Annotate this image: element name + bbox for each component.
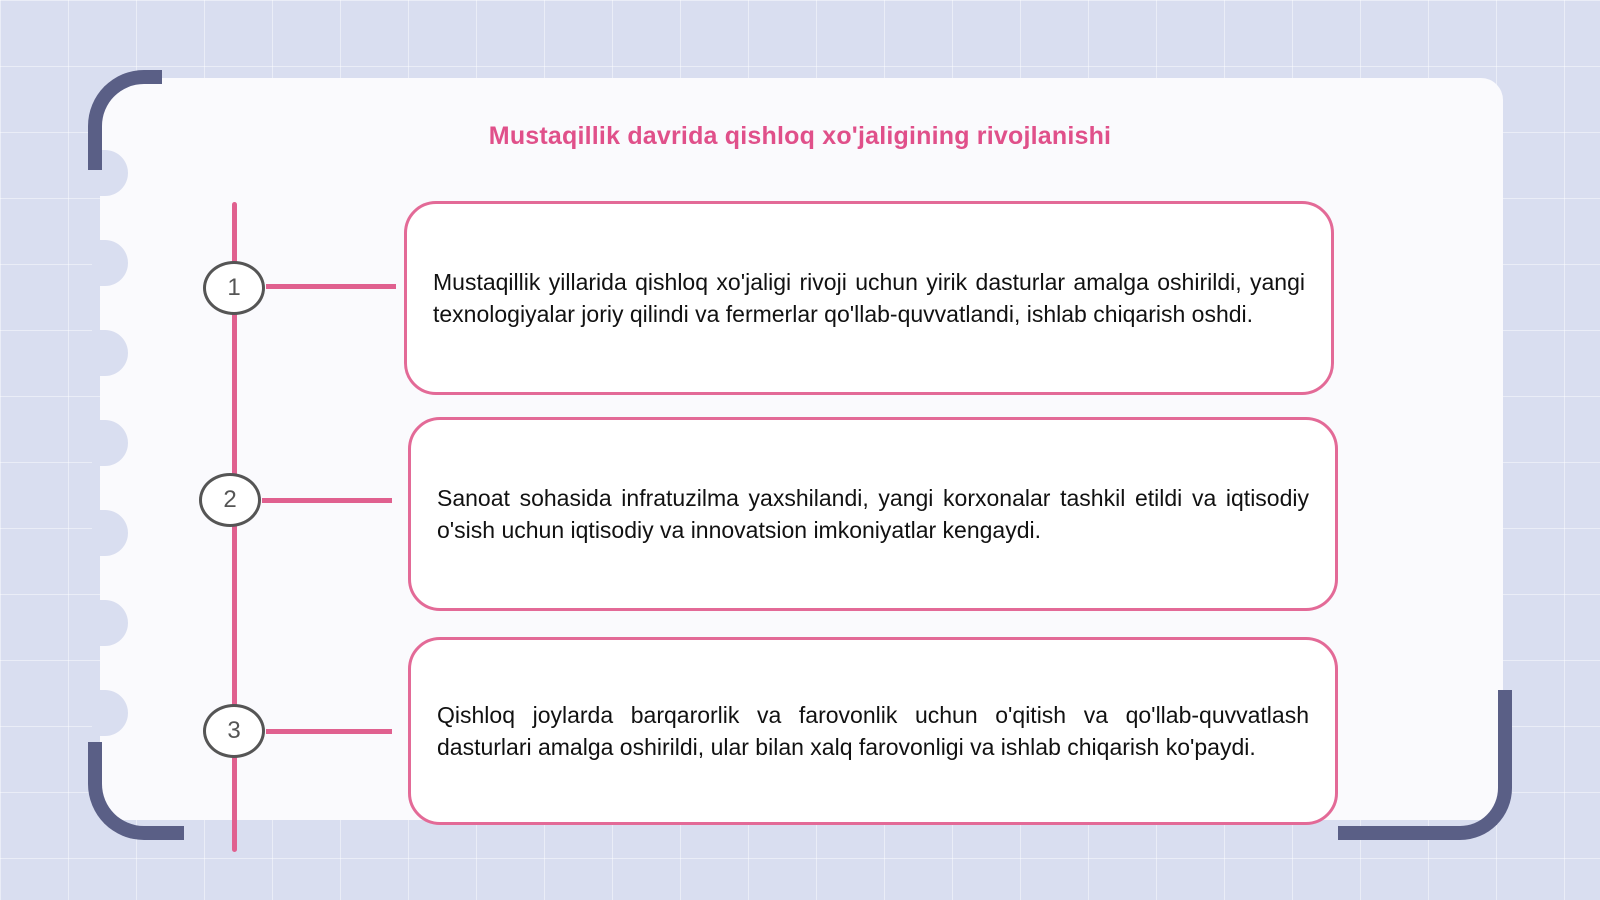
card-text-2: Sanoat sohasida infratuzilma yaxshilandi, yangi korxonalar tashkil etildi va iqtisodiy o'sish uchun iqtisodiy va innovatsion imkoniyatlar kengaydi. [437,485,1309,543]
corner-bracket-bottom-left [88,742,184,840]
timeline-card-3 [408,637,1338,825]
timeline-card-2 [408,417,1338,611]
card-text-1: Mustaqillik yillarida qishloq xo'jaligi rivoji uchun yirik dasturlar amalga oshirildi, yangi texnologiyalar joriy qilindi va fermerlar qo'llab-quvvatlandi, ishlab chiqarish oshdi. [433,269,1305,327]
card-text-3: Qishloq joylarda barqarorlik va farovonlik uchun o'qitish va qo'llab-quvvatlash dasturlari amalga oshirildi, ular bilan xalq farovonligi va ishlab chiqarish ko'paydi. [437,702,1309,760]
timeline-connector-3 [266,729,392,734]
timeline-card-1 [404,201,1334,395]
timeline-marker-3: 3 [203,704,265,758]
timeline-marker-1: 1 [203,261,265,315]
corner-bracket-bottom-right [1338,690,1512,840]
corner-bracket-top-left [88,70,162,170]
timeline-connector-1 [266,284,396,289]
timeline-connector-2 [262,498,392,503]
slide-title: Mustaqillik davrida qishloq xo'jaligining rivojlanishi [488,122,1112,150]
timeline-marker-2: 2 [199,473,261,527]
